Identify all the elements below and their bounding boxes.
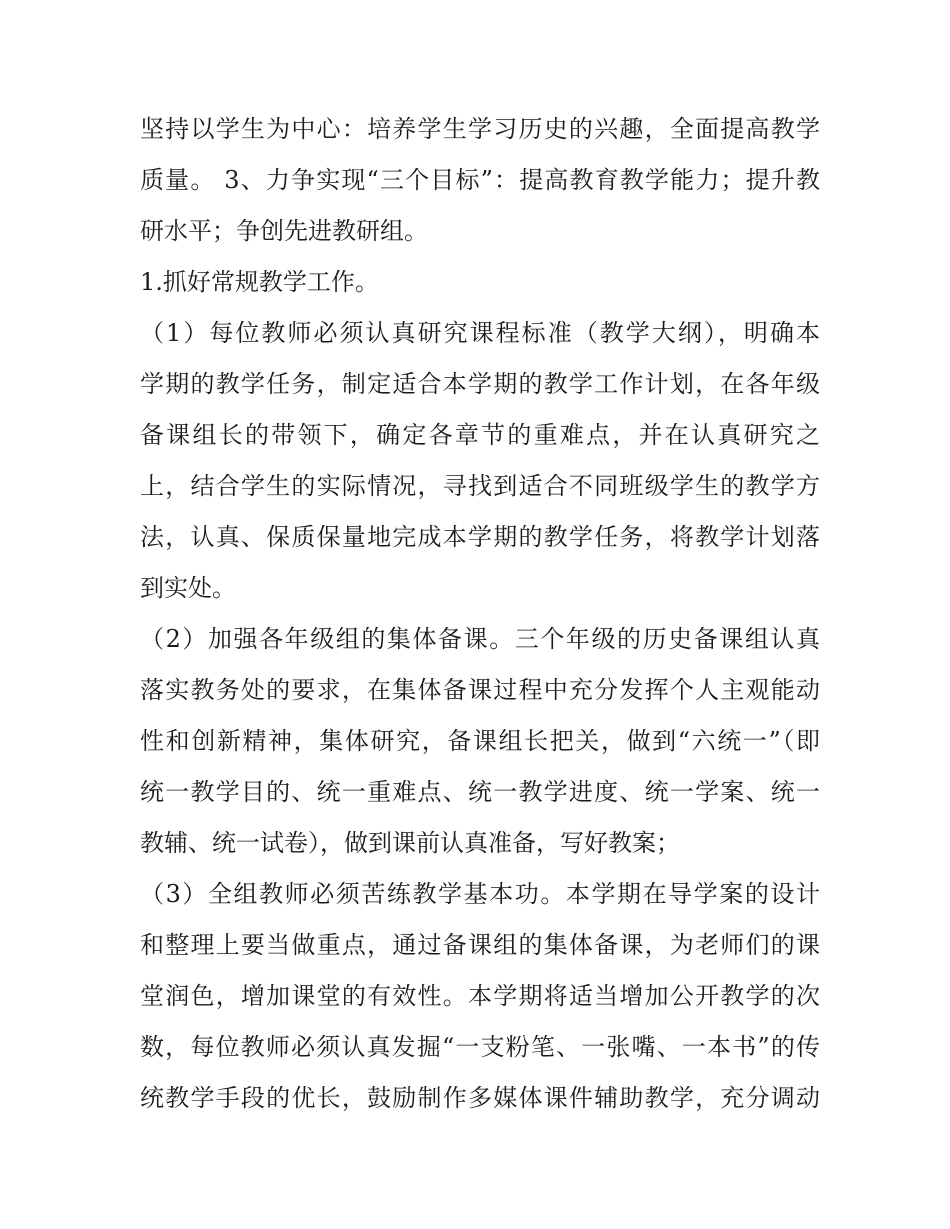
text-line: 法，认真、保质保量地完成本学期的教学任务，将教学计划落: [140, 523, 820, 551]
text-line: 到实处。: [140, 574, 236, 602]
text-line: 质量。 3、力争实现“三个目标”：提高教育教学能力；提升教: [140, 166, 820, 194]
text-line: 落实教务处的要求，在集体备课过程中充分发挥个人主观能动: [140, 676, 820, 704]
body-text: [140, 104, 820, 1124]
section-heading: 1.抓好常规教学工作。: [140, 268, 379, 296]
text-line: （3）全组教师必须苦练教学基本功。本学期在导学案的设计: [140, 880, 820, 908]
text-line: 上，结合学生的实际情况，寻找到适合不同班级学生的教学方: [140, 472, 820, 500]
text-line: 教辅、统一试卷），做到课前认真准备，写好教案；: [140, 829, 680, 857]
text-line: 堂润色，增加课堂的有效性。本学期将适当增加公开教学的次: [140, 982, 820, 1010]
text-line: 性和创新精神，集体研究，备课组长把关，做到“六统一”（即: [140, 727, 820, 755]
text-line: 学期的教学任务，制定适合本学期的教学工作计划，在各年级: [140, 370, 820, 398]
text-line: 备课组长的带领下，确定各章节的重难点，并在认真研究之: [140, 421, 820, 449]
text-line: 坚持以学生为中心：培养学生学习历史的兴趣，全面提高教学: [140, 115, 820, 143]
text-line: 数，每位教师必须认真发掘“一支粉笔、一张嘴、一本书”的传: [140, 1033, 820, 1061]
text-line: 和整理上要当做重点，通过备课组的集体备课，为老师们的课: [140, 931, 820, 959]
text-line: 统教学手段的优长，鼓励制作多媒体课件辅助教学，充分调动: [140, 1084, 820, 1112]
text-line: （2）加强各年级组的集体备课。三个年级的历史备课组认真: [140, 625, 820, 653]
text-line: （1）每位教师必须认真研究课程标准（教学大纲），明确本: [140, 319, 820, 347]
text-line: 统一教学目的、统一重难点、统一教学进度、统一学案、统一: [140, 778, 820, 806]
text-line: 研水平；争创先进教研组。: [140, 217, 428, 245]
